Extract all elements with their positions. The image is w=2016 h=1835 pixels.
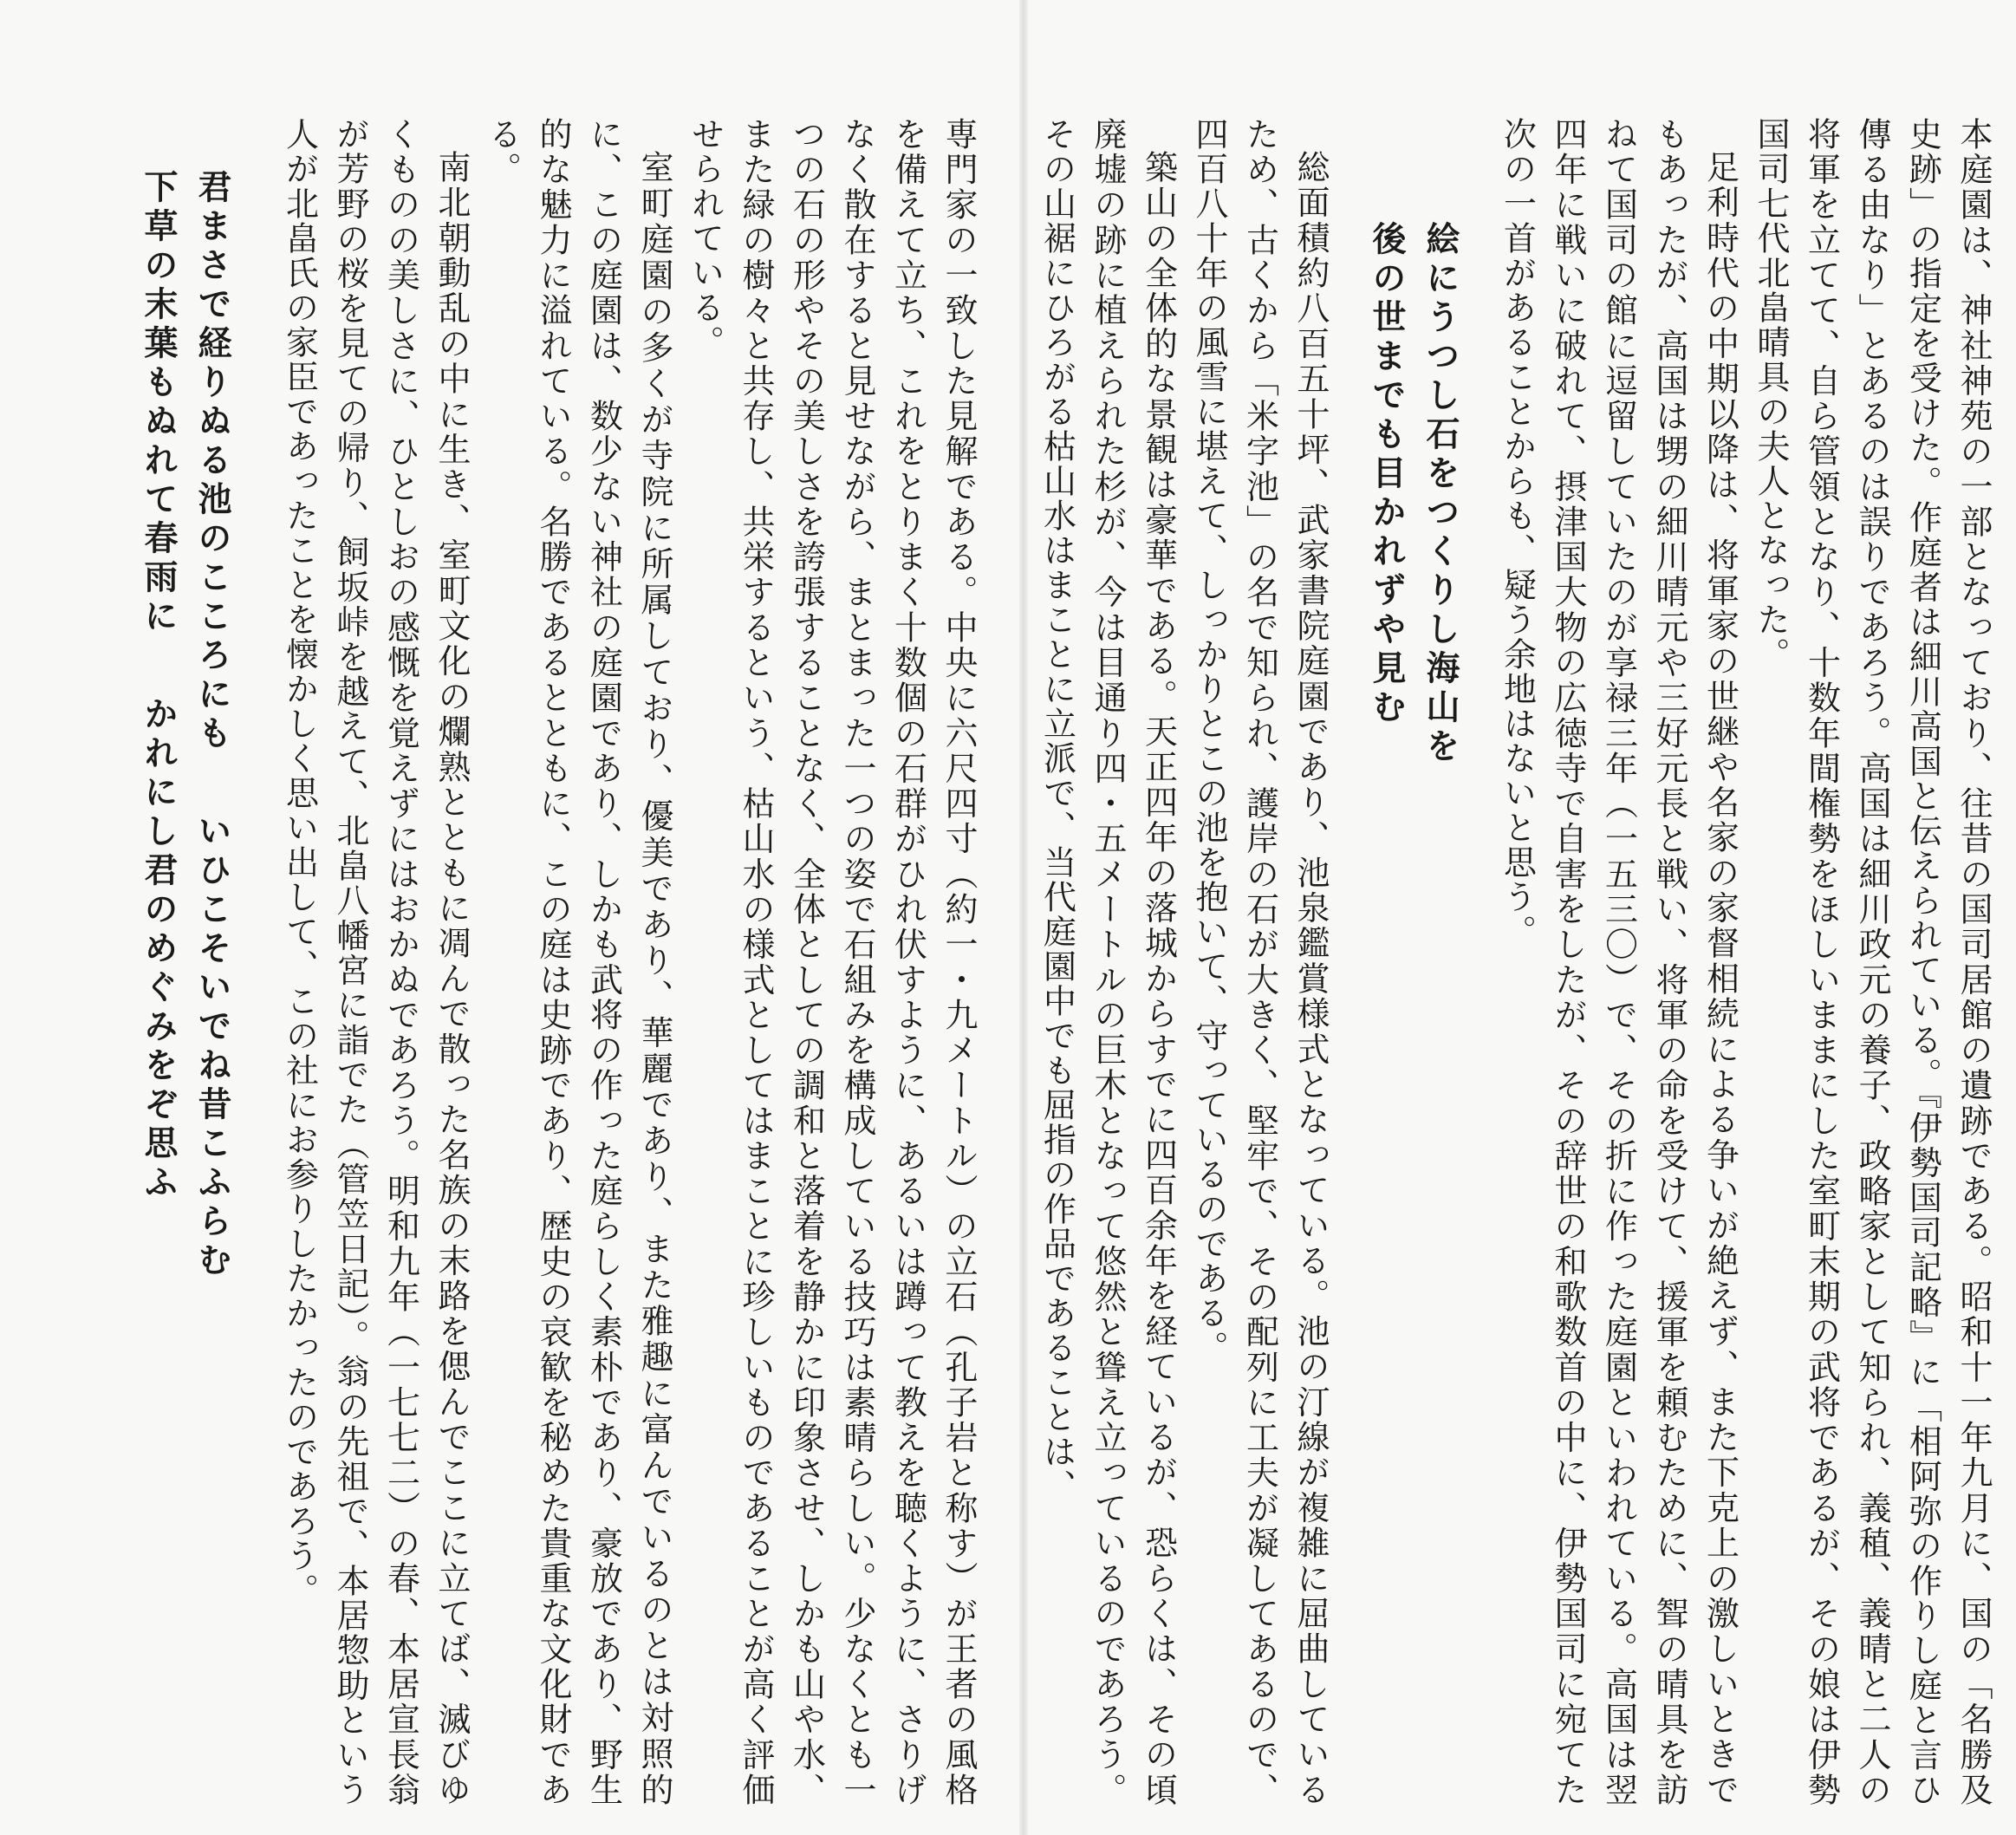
paragraph-6: 室町庭園の多くが寺院に所属しており、優美であり、華麗であり、また雅趣に富んでいるのとは対照的に、この庭園は、数少ない神社の庭園であり、しかも武将の作った庭らしく素朴であり、豪放であり、野生的な魅力に溢れている。名勝であるとともに、この庭は史跡であり、歴史の哀歓を秘めた貴重な文化財である。 bbox=[483, 117, 673, 1808]
poem-line-2: 後の世までも目かれずや見む bbox=[1367, 221, 1407, 728]
paragraph-5: 専門家の一致した見解である。中央に六尺四寸（約一・九メートル）の立石（孔子岩と称す）が王者の風格を備えて立ち、これをとりまく十数個の石群がひれ伏すように、あるいは蹲って教えを聴くように、さりげなく散在すると見せながら、まとまった一つの姿で石組みを構成している技巧は素晴らしい。少なくとも一つの石の形やその美しさを誇張することなく、全体としての調和と落着を静かに印象させ、しかも山や水、また緑の樹々と共存し、共栄するという、枯山水の様式としてはまことに珍しいものであることが高く評価せられている。 bbox=[686, 117, 978, 1808]
waka-poem bbox=[1360, 117, 1467, 1807]
paragraph-2: 足利時代の中期以降は、将軍家の世継や名家の家督相続による争いが絶えず、また下克上の激しいときでもあったが、高国は甥の細川晴元や三好元長と戦い、将軍の命を受けて、援軍を頼むために、聟の晴具を訪ねて国司の館に逗留していたのが享禄三年（一五三〇）で、その折に作った庭園といわれている。高国は翌四年に戦いに破れて、摂津国大物の広徳寺で自害をしたが、その辞世の和歌数首の中に、伊勢国司に宛てた次の一首があることからも、疑う余地はないと思う。 bbox=[1498, 117, 1740, 1808]
poem-line-3 bbox=[185, 169, 239, 1807]
poem-line-4 bbox=[132, 169, 185, 1807]
norinaga-poem bbox=[132, 117, 239, 1807]
left-page bbox=[139, 117, 984, 1808]
poem-line-3-upper: 君まさで経りぬる池のこころにも bbox=[192, 169, 232, 754]
right-page bbox=[1037, 117, 1999, 1808]
paragraph-7: 南北朝動乱の中に生き、室町文化の爛熟とともに凋んで散った名族の末路を偲んでここに立てば、滅びゆくものの美しさに、ひとしおの感慨を覚えずにはおかぬであろう。明和九年（一七七二）の春、本居宣長翁が芳野の桜を見ての帰り、飼坂峠を越えて、北畠八幡宮に詣でた（管笠日記）。翁の先祖で、本居惣助という人が北畠氏の家臣であったことを懐かしく思い出して、この社にお参りしたかったのであろう。 bbox=[280, 117, 471, 1807]
paragraph-3: 総面積約八百五十坪、武家書院庭園であり、池泉鑑賞様式となっている。池の汀線が複雑に屈曲しているため、古くから「米字池」の名で知られ、護岸の石が大きく、堅牢で、その配列に工夫が凝してあるので、四百八十年の風雪に堪えて、しっかりとこの池を抱いて、守っているのである。 bbox=[1190, 117, 1330, 1808]
poem-line-4-upper: 下草の末葉もぬれて春雨に bbox=[139, 169, 179, 637]
paragraph-1: 本庭園は、神社神苑の一部となっており、往昔の国司居館の遺跡である。昭和十一年九月に、国の「名勝及史跡」の指定を受けた。作庭者は細川高国と伝えられている。『伊勢国司記略』に「相阿弥の作りし庭と言ひ傳る由なり」とあるのは誤りであろう。高国は細川政元の養子、政略家として知られ、義稙、義晴と二人の将軍を立てて、自ら管領となり、十数年間権勢をほしいままにした室町末期の武将であるが、その娘は伊勢国司七代北畠晴具の夫人となった。 bbox=[1752, 117, 1993, 1808]
paragraph-4: 築山の全体的な景観は豪華である。天正四年の落城からすでに四百余年を経ているが、恐らくは、その頃廃墟の跡に植えられた杉が、今は目通り四・五メートルの巨木となって悠然と聳え立っているのであろう。その山裾にひろがる枯山水はまことに立派で、当代庭園中でも屈指の作品であることは、 bbox=[1037, 117, 1178, 1808]
poem-line-1: 絵にうつし石をつくりし海山を bbox=[1421, 221, 1460, 767]
page-fold bbox=[1019, 0, 1028, 1835]
poem-line-4-lower: かれにし君のめぐみをぞ思ふ bbox=[139, 696, 179, 1203]
poem-line-3-lower: いひこそいでね昔こふらむ bbox=[192, 813, 232, 1281]
